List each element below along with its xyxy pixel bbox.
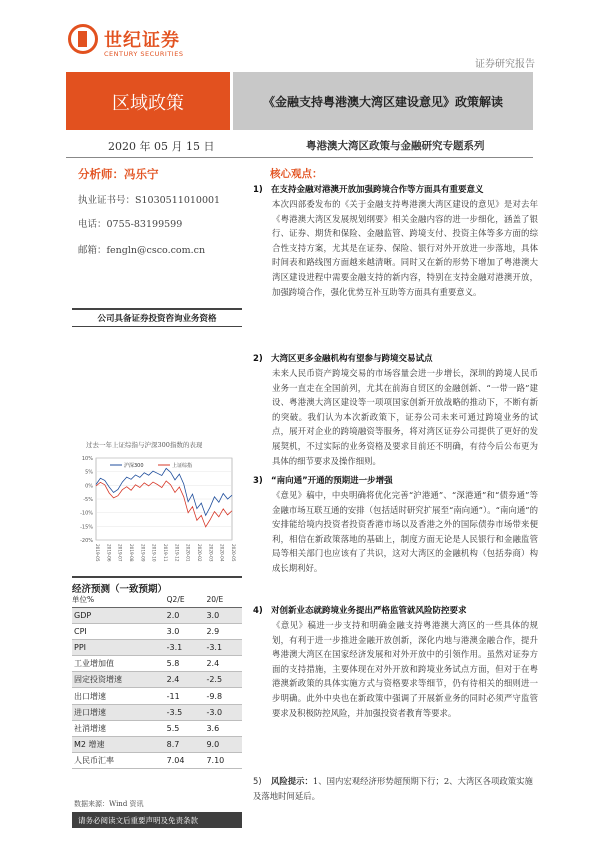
forecast-indicator: 固定投资增速	[72, 672, 163, 688]
risk-text: 1、国内宏观经济形势超预期下行；2、大湾区各项政策实施及落地时间延后。	[253, 776, 533, 801]
point-2-heading	[253, 352, 433, 364]
section-banner	[66, 72, 230, 130]
forecast-year-value: -3.1	[202, 639, 242, 655]
forecast-year-value: 2.9	[202, 623, 242, 639]
x-tick-label: 2019-09	[140, 544, 146, 562]
forecast-year-value: -9.8	[202, 688, 242, 704]
point-3-title: “南向通”开通的预期进一步增强	[271, 476, 393, 486]
point-4-text: 《意见》稿进一步支持和明确金融支持粤港澳大湾区的一些具体的规划，有利于进一步推进金融开放创新，深化内地与港澳金融合作，提升粤港澳大湾区在国家经济发展和对外开放中的引领作用。虽然对证券方面的支持措施，主要体现在对外开放和跨境业务试点方面，但对于在粤港澳新政策的具体实施方式与资格要求等细节，仍有待相关的细则进一步明确。此外中央也在新政策中强调了开展新业务的同时必须严守监管要求及积极防控风险，并加强投资者教育等要求。	[272, 620, 538, 718]
legend-label-0: 沪深300	[124, 463, 144, 469]
forecast-year-value: -2.5	[202, 672, 242, 688]
point-4-heading	[253, 604, 467, 616]
forecast-year-value: -3.0	[202, 704, 242, 720]
brand-name-en: CENTURY SECURITIES	[104, 50, 184, 58]
point-1-text: 本次四部委发布的《关于金融支持粤港澳大湾区建设的意见》是对去年《粤港澳大湾区发展规划纲要》相关金融内容的进一步细化，涵盖了银行、证券、期货和保险、金融监管、跨境支付、投资主体等多方面的综合性支持方案，尤其是在证券、保险、银行对外开放进一步落地，具体时间表和路线图方面越来越清晰。同时又在新的形势下增加了粤港澳大湾区建设进程中需要金融支持的新内容，特别在支持金融对港澳开放，加强跨境合作，强化优势互补互助等方面具有重要意义。	[272, 199, 538, 297]
forecast-row	[72, 704, 242, 720]
point-3-heading	[253, 474, 393, 486]
forecast-q2-value: 3.0	[163, 623, 203, 639]
risk-label: 风险提示：	[271, 776, 313, 786]
legend-label-1: 上证综指	[172, 463, 193, 469]
forecast-indicator: GDP	[72, 607, 163, 623]
x-tick-label: 2019-05	[95, 544, 100, 562]
risk-warning	[253, 774, 538, 803]
forecast-table	[72, 592, 242, 769]
forecast-indicator: M2 增速	[72, 737, 163, 753]
x-tick-label: 2020-01	[185, 544, 191, 562]
title-banner	[233, 72, 533, 130]
forecast-indicator: 社消增速	[72, 720, 163, 736]
forecast-col-unit: 单位%	[72, 592, 163, 607]
forecast-indicator: 出口增速	[72, 688, 163, 704]
forecast-indicator: 进口增速	[72, 704, 163, 720]
x-tick-label: 2020-05	[231, 544, 236, 562]
y-tick-label: 10%	[81, 456, 93, 462]
forecast-year-value: 2.4	[202, 656, 242, 672]
x-tick-label: 2020-02	[197, 544, 202, 562]
forecast-row	[72, 656, 242, 672]
forecast-q2-value: 7.04	[163, 753, 203, 769]
point-2-number: 2)	[253, 354, 263, 364]
forecast-row	[72, 623, 242, 639]
forecast-q2-value: -3.1	[163, 639, 203, 655]
x-tick-label: 2019-10	[151, 544, 157, 562]
y-tick-label: 5%	[85, 469, 93, 476]
analyst-email: 邮箱：fengln@csco.com.cn	[78, 245, 206, 256]
forecast-year-value: 9.0	[202, 737, 242, 753]
analyst-name: 分析师：冯乐宁	[78, 167, 159, 181]
brand-logo-icon	[68, 24, 98, 54]
section-label: 区域政策	[112, 93, 184, 114]
forecast-q2-value: -11	[163, 688, 203, 704]
x-tick-label: 2019-08	[129, 544, 134, 562]
forecast-row	[72, 688, 242, 704]
point-2-text: 未来人民币资产跨境交易的市场容量会进一步增长，深圳的跨境人民币业务一直走在全国前列，尤其在前海自贸区的金融创新、“一带一路”建设、粤港澳大湾区建设等一项项国家创新开放战略的推动下，不断有新的突破。我们认为本次新政策下，证券公司未来可通过跨境业务的试点，展开对企业的跨境融资等服务，将对湾区证券公司提供了更好的发展契机，不过实际的业务资格及要求目前还不明确，有待今后公布更为具体的细节要求及操作细则。	[272, 368, 538, 466]
forecast-q2-value: 2.0	[163, 607, 203, 623]
forecast-heading: 经济预测（一致预期）	[72, 576, 242, 595]
forecast-year-value: 7.10	[202, 753, 242, 769]
point-1-heading	[253, 183, 484, 195]
y-tick-label: -20%	[80, 538, 93, 544]
report-series: 粤港澳大湾区政策与金融研究专题系列	[306, 140, 485, 152]
chart-title: 过去一年上证综指与沪深300指数的表现	[86, 441, 203, 449]
report-date: 2020 年 05 月 15 日	[108, 140, 215, 153]
forecast-row	[72, 607, 242, 623]
point-1-number: 1)	[253, 185, 263, 195]
x-tick-label: 2019-12	[174, 544, 180, 562]
forecast-row	[72, 639, 242, 655]
forecast-q2-value: -3.5	[163, 704, 203, 720]
forecast-row	[72, 720, 242, 736]
forecast-q2-value: 8.7	[163, 737, 203, 753]
point-3-text: 《意见》稿中，中央明确将优化完善“沪港通”、“深港通”和“债券通”等金融市场互联互通的安排（包括适时研究扩展至“南向通”）。“南向通”的安排能给境内投资者投资香港市场以及香港之外的国际债券市场带来便利，相信在新政策落地的基础上，制度方面无论是人民银行和金融监管局等相关部门也应该有了共识，这对大湾区的金融机构（包括券商）构成长期利好。	[272, 490, 538, 573]
core-views-title: 核心观点：	[270, 168, 323, 180]
point-4-number: 4)	[253, 606, 263, 616]
data-source: 数据来源：Wind 资讯	[74, 800, 144, 808]
brand-name-cn: 世纪证券	[104, 30, 180, 51]
forecast-q2-value: 5.5	[163, 720, 203, 736]
forecast-col-q2: Q2/E	[163, 592, 203, 607]
report-title: 《金融支持粤港澳大湾区建设意见》政策解读	[262, 95, 503, 109]
point-4-title: 对创新业态就跨境业务提出严格监管就风险防控要求	[271, 606, 467, 616]
forecast-year-value: 3.0	[202, 607, 242, 623]
report-type: 证券研究报告	[475, 59, 535, 70]
series-line-0	[96, 468, 232, 515]
y-tick-label: -10%	[80, 510, 93, 517]
qualification-notice: 公司具备证券投资咨询业务资格	[72, 308, 242, 327]
point-2-title: 大湾区更多金融机构有望参与跨境交易试点	[271, 354, 433, 364]
x-tick-label: 2020-03	[208, 544, 214, 562]
forecast-indicator: 人民币汇率	[72, 753, 163, 769]
forecast-row	[72, 672, 242, 688]
point-3-number: 3)	[253, 476, 263, 486]
y-tick-label: -5%	[83, 497, 93, 503]
x-tick-label: 2020-04	[219, 544, 225, 562]
x-tick-label: 2019-07	[117, 544, 123, 562]
forecast-indicator: CPI	[72, 623, 163, 639]
forecast-row	[72, 753, 242, 769]
divider	[66, 157, 533, 158]
forecast-indicator: PPI	[72, 639, 163, 655]
y-tick-label: 0%	[85, 483, 93, 490]
forecast-col-year: 20/E	[202, 592, 242, 607]
risk-number: 5)	[253, 776, 262, 786]
x-tick-label: 2019-06	[106, 544, 112, 562]
analyst-cert: 执业证书号：S1030511010001	[78, 195, 221, 206]
analyst-phone: 电话：0755-83199599	[78, 219, 183, 230]
forecast-q2-value: 5.8	[163, 656, 203, 672]
y-tick-label: -15%	[80, 524, 93, 531]
x-tick-label: 2019-11	[163, 544, 168, 562]
forecast-year-value: 3.6	[202, 720, 242, 736]
forecast-row	[72, 737, 242, 753]
point-1-title: 在支持金融对港澳开放加强跨境合作等方面具有重要意义	[271, 185, 484, 195]
forecast-q2-value: 2.4	[163, 672, 203, 688]
disclaimer-bar: 请务必阅读文后重要声明及免责条款	[72, 812, 242, 828]
index-performance-chart	[72, 450, 242, 570]
forecast-indicator: 工业增加值	[72, 656, 163, 672]
